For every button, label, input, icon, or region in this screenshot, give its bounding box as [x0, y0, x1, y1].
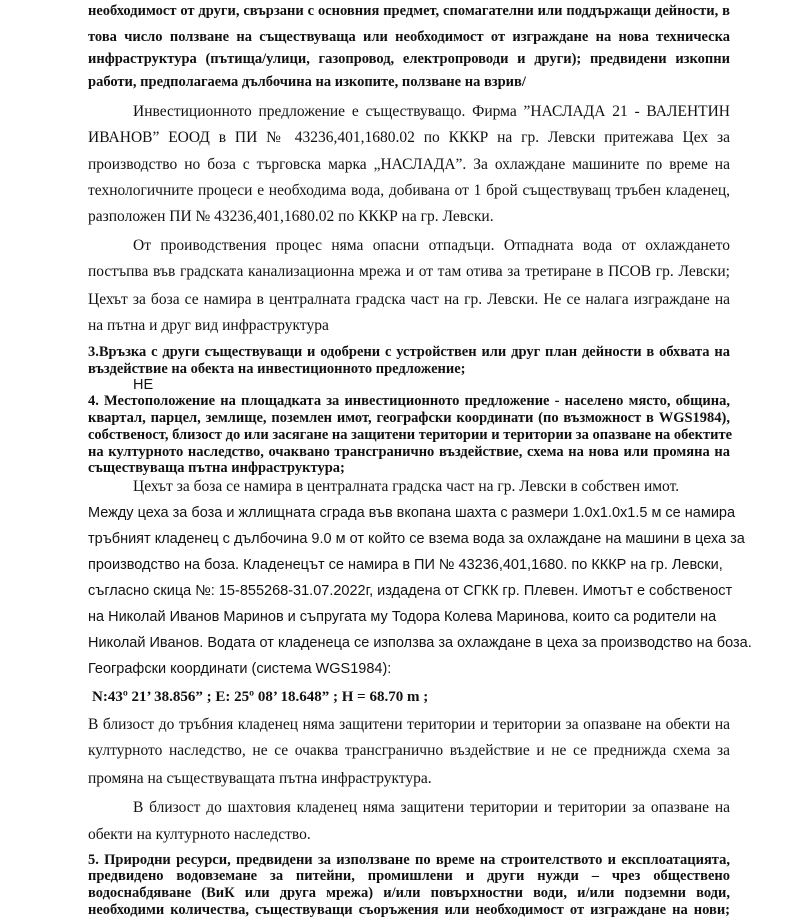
section4-body-line: тръбният кладенец с дълбочина 9.0 м от който се взема вода за охлаждане на машини в цеха за	[88, 531, 745, 547]
section5-heading-line: необходими количества, съществуващи съоръжения или необходимост от изграждане на нови;	[88, 902, 730, 918]
section5-heading-line: водоснабдяване (ВиК или друга мрежа) и/или повърхностни води, и/или подземни води,	[88, 885, 730, 901]
section4-body-line: съгласно скица №: 15-855268-31.07.2022г, издадена от СГКК гр. Плевен. Имотът е собственост	[88, 583, 733, 599]
paragraph-line: От проиводствения процес няма опасни отпадъци. Отпадната вода от охлаждането	[133, 237, 730, 254]
coordinates: N:43º 21’ 38.856” ; E: 25º 08’ 18.648” ; H = 68.70 m ;	[92, 689, 429, 705]
section4-heading-line: на културното наследство, очаквано трансгранично въздействие, схема на нова или промяна на	[88, 444, 730, 460]
protected-line: В близост до шахтовия кладенец няма защитени територии и територии за опазване на	[133, 799, 730, 816]
section5-heading-line: 5. Природни ресурси, предвидени за използване по време на строителството и експлоатацията,	[88, 852, 730, 868]
paragraph-line: производство но боза с търговска марка „НАСЛАДА”. За охлаждане машините по време на	[88, 156, 730, 173]
section3-heading-line: 3.Връзка с други съществуващи и одобрени с устройствен или друг план дейности в обхвата на	[88, 344, 730, 360]
section4-heading-line: квартал, парцел, землище, поземлен имот, географски координати (по възможност в WGS1984),	[88, 410, 730, 426]
section4-body-line: Географски координати (система WGS1984):	[88, 661, 392, 677]
paragraph-line: ИВАНОВ” ЕООД в ПИ № 43236,401,1680.02 по КККР на гр. Левски притежава Цех за	[88, 129, 730, 146]
section4-body-line: Николай Иванов. Водата от кладенеца се използва за охлаждане в цеха за производство на боза.	[88, 635, 752, 651]
section4-heading-line: съществуваща пътна инфраструктура;	[88, 460, 345, 476]
intro-bold-line: работи, предполагаема дълбочина на изкопите, ползване на взрив/	[88, 74, 526, 90]
protected-line: В близост до тръбния кладенец няма защитени територии и територии за опазване на обекти на	[88, 716, 730, 733]
intro-bold-line: това число ползване на съществуваща или необходимост от изграждане на нова техническа	[88, 29, 730, 45]
paragraph-line: разположен ПИ № 43236,401,1680.02 по КККР на гр. Левски.	[88, 208, 494, 225]
protected-line: културното наследство, не се очаква трансгранично въздействие и не се предниждa схема за	[88, 742, 730, 759]
paragraph-line: Инвестиционното предложение е съществуващо. Фирма ”НАСЛАДА 21 - ВАЛЕНТИН	[133, 103, 730, 120]
section4-body-line: на Николай Иванов Маринов и съпругата му Тодора Колева Маринова, които са родители на	[88, 609, 717, 625]
protected-line: промяна на съществуващата пътна инфраструктура.	[88, 770, 432, 787]
paragraph-line: технологичните процеси е необходима вода, добивана от 1 брой съществуващ тръбен кладенец,	[88, 182, 730, 199]
intro-bold-line: необходимост от други, свързани с основния предмет, спомагателни или поддържащи дейности, в	[88, 3, 730, 19]
section5-heading-line: предвидено водовземане за питейни, промишлени и други нужди – чрез обществено	[88, 868, 730, 884]
section4-body-line: Цехът за боза се намира в централната градска част на гр. Левски в собствен имот.	[133, 478, 680, 495]
section4-heading-line: 4. Местоположение на площадката за инвестиционното предложение - населено място, община,	[88, 393, 730, 409]
paragraph-line: на пътна и друг вид инфраструктура	[88, 317, 329, 334]
section4-heading-line: собственост, близост до или засягане на защитени територии и територии за опазване на обектите	[88, 427, 733, 443]
section4-body-line: Между цеха за боза и жллищната сграда във вкопана шахта с размери 1.0х1.0х1.5 м се намира	[88, 505, 736, 521]
section3-answer: НЕ	[133, 377, 154, 393]
protected-line: обекти на културното наследство.	[88, 826, 311, 843]
intro-bold-line: инфраструктура (пътища/улици, газопровод, електропроводи и други); предвидени изкопни	[88, 51, 730, 67]
section4-body-line: производство на боза. Кладенецът се намира в ПИ № 43236,401,1680. по КККР на гр. Левски,	[88, 557, 723, 573]
paragraph-line: Цехът за боза се намира в централната градска част на гр. Левски. Не се налага изграждане на	[88, 291, 730, 308]
section3-heading-line: въздействие на обекта на инвестиционното предложение;	[88, 361, 466, 377]
paragraph-line: постъпва във градската канализационна мрежа и от там отива за третиране в ПСОВ гр. Левски;	[88, 263, 730, 280]
